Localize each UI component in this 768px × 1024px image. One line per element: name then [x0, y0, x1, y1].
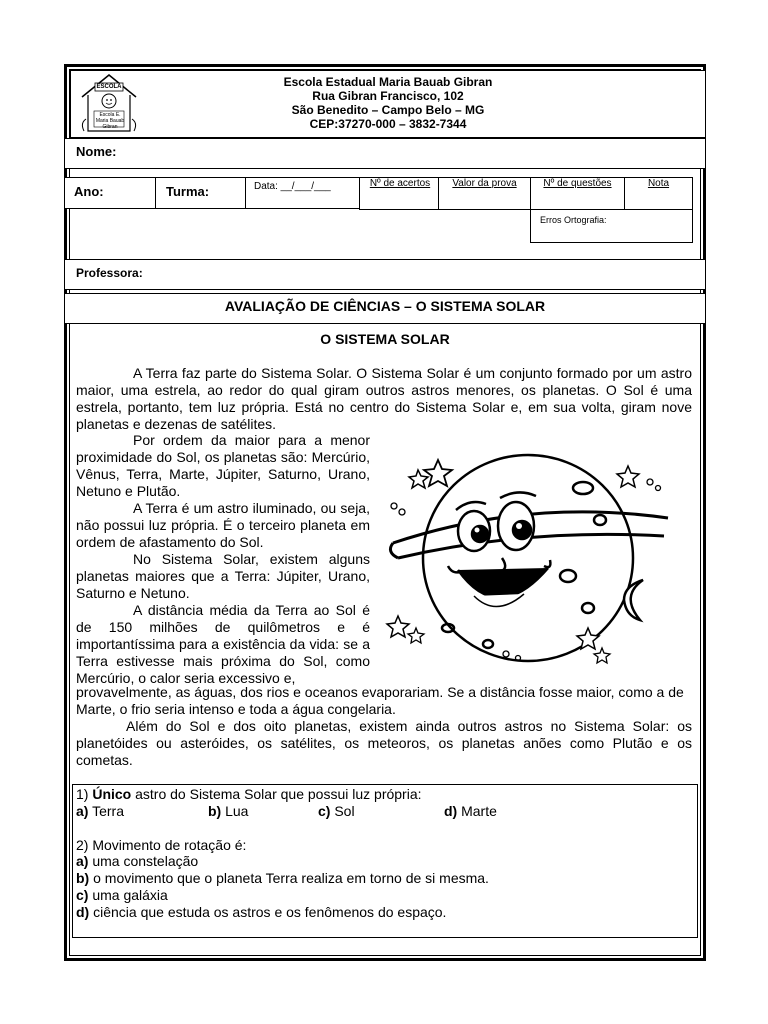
nome-label: Nome:	[76, 144, 117, 159]
ano-label: Ano:	[74, 184, 104, 199]
data-label: Data: __/___/___	[254, 181, 331, 192]
erros-label: Erros Ortografia:	[540, 215, 607, 225]
paragraph-5a: A distância média da Terra ao Sol é de 150 milhões de quilômetros e é importantíssima para a existência da vida: se a Terra estivesse mais próxima do Sol, como Mercúrio, o calor seria excessivo e,	[76, 602, 370, 686]
planet-illustration	[378, 448, 678, 670]
q2-option-d[interactable]: d) ciência que estuda os astros e os fenômenos do espaço.	[76, 904, 447, 920]
paragraph-2: Por ordem da maior para a menor proximidade do Sol, os planetas são: Mercúrio, Vênus, Terra, Marte, Júpiter, Saturno, Urano, Netuno e Plutão.	[76, 432, 370, 499]
exam-title: AVALIAÇÃO DE CIÊNCIAS – O SISTEMA SOLAR	[224, 298, 546, 314]
school-name: Escola Estadual Maria Bauab Gibran	[283, 75, 493, 89]
school-city: São Benedito – Campo Belo – MG	[291, 103, 485, 117]
school-logo	[76, 71, 142, 137]
nota-label: Nota	[647, 178, 670, 189]
logo-text: ESCOLA	[96, 84, 122, 90]
question-2-stem: 2) Movimento de rotação é:	[76, 837, 247, 853]
school-cep: CEP:37270-000 – 3832-7344	[309, 117, 467, 131]
logo-caption: Escola E. Maria Bauab Gibran	[95, 112, 125, 130]
paragraph-block-left	[76, 432, 370, 687]
q2-option-b[interactable]: b) o movimento que o planeta Terra realiza em torno de si mesma.	[76, 870, 489, 886]
school-street: Rua Gibran Francisco, 102	[312, 89, 464, 103]
smiling-planet-icon	[378, 448, 678, 670]
question-1-bold-word: Único	[92, 786, 132, 802]
paragraph-5b: provavelmente, as águas, dos rios e oceanos evaporariam. Se a distância fosse maior, como a de Marte, o frio seria intenso e toda a água congelaria.	[76, 684, 684, 717]
acertos-label: Nº de acertos	[369, 178, 431, 189]
valor-label: Valor da prova	[452, 178, 517, 189]
paragraph-3: A Terra é um astro iluminado, ou seja, não possui luz própria. É o terceiro planeta em ordem de afastamento do Sol.	[76, 500, 370, 550]
paragraph-1: A Terra faz parte do Sistema Solar. O Sistema Solar é um conjunto formado por um astro maior, uma estrela, ao redor do qual giram outros astros menores, os planetas. O Sol é uma estrela, portanto, tem luz própria. Está no centro do Sistema Solar e, em sua volta, giram nove planetas e dezenas de satélites.	[76, 365, 692, 432]
turma-label: Turma:	[166, 184, 210, 199]
q1-option-d[interactable]: d) Marte	[444, 803, 497, 819]
professora-field[interactable]	[64, 259, 706, 290]
text-title: O SISTEMA SOLAR	[320, 331, 450, 347]
paragraph-4: No Sistema Solar, existem alguns planetas maiores que a Terra: Júpiter, Urano, Saturno e Netuno.	[76, 551, 370, 601]
professora-label: Professora:	[76, 266, 143, 280]
q1-option-a[interactable]: a) Terra	[76, 803, 124, 819]
nome-field[interactable]	[64, 138, 706, 169]
paragraph-6: Além do Sol e dos oito planetas, existem ainda outros astros no Sistema Solar: os planetóides ou asteróides, os satélites, os meteoros, os planetas anões como Plutão e os cometas.	[76, 718, 692, 768]
q2-option-a[interactable]: a) uma constelação	[76, 853, 199, 869]
question-1-stem: 1) Único astro do Sistema Solar que possui luz própria:	[76, 786, 422, 802]
q1-option-b[interactable]: b) Lua	[208, 803, 249, 819]
questoes-label: Nº de questões	[543, 178, 612, 189]
q2-option-c[interactable]: c) uma galáxia	[76, 887, 168, 903]
q1-option-c[interactable]: c) Sol	[318, 803, 355, 819]
